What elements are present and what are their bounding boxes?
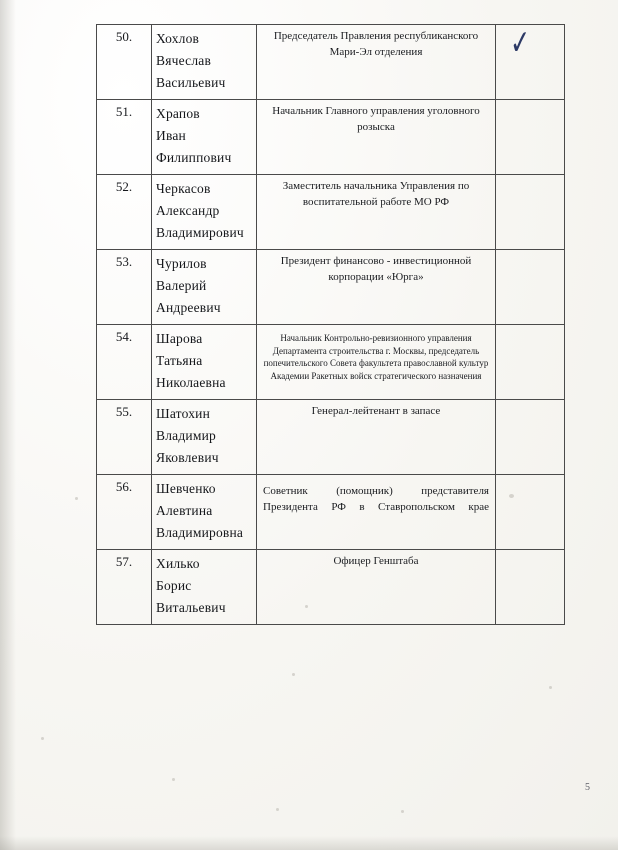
row-name (152, 400, 257, 475)
row-name (152, 25, 257, 100)
name-line: Татьяна (156, 353, 203, 368)
row-position: Начальник Контрольно-ревизионного управления Департамента строительства г. Москвы, председатель попечительского Совета факультета православной культур Академии Ракетных войск стратегического назначения (257, 325, 496, 400)
row-signature (496, 175, 565, 250)
name-line: Владимир (156, 428, 216, 443)
name-line: Шатохин (156, 406, 210, 421)
table-row (97, 325, 565, 400)
row-signature (496, 250, 565, 325)
name-line: Алевтина (156, 503, 213, 518)
table-row (97, 25, 565, 100)
scan-speck (41, 737, 44, 740)
row-number: 56. (97, 475, 152, 550)
table-row (97, 175, 565, 250)
scan-speck (172, 778, 175, 781)
name-line: Валерий (156, 278, 207, 293)
name-line: Храпов (156, 106, 200, 121)
name-line: Хилько (156, 556, 200, 571)
name-line: Владимировна (156, 525, 244, 540)
name-line: Шевченко (156, 481, 216, 496)
name-line: Николаевна (156, 375, 226, 390)
row-number: 57. (97, 550, 152, 625)
row-position: Советник (помощник) представителя Президента РФ в Ставропольском крае (257, 475, 496, 550)
row-signature (496, 100, 565, 175)
page-number: 5 (585, 782, 590, 793)
row-signature (496, 325, 565, 400)
signature-check-icon: ✓ (509, 24, 532, 63)
table-row (97, 400, 565, 475)
scan-speck (75, 497, 78, 500)
row-number: 50. (97, 25, 152, 100)
name-line: Вячеслав (156, 53, 212, 68)
row-name (152, 475, 257, 550)
name-line: Яковлевич (156, 450, 219, 465)
scan-speck (549, 686, 552, 689)
row-number: 52. (97, 175, 152, 250)
table-row (97, 475, 565, 550)
row-number: 54. (97, 325, 152, 400)
table-row (97, 100, 565, 175)
name-line: Витальевич (156, 600, 226, 615)
row-name (152, 325, 257, 400)
row-name (152, 550, 257, 625)
row-position: Офицер Генштаба (257, 550, 496, 625)
table-row (97, 550, 565, 625)
name-line: Васильевич (156, 75, 226, 90)
row-signature (496, 475, 565, 550)
row-number: 51. (97, 100, 152, 175)
row-number: 55. (97, 400, 152, 475)
scan-speck (292, 673, 295, 676)
row-name (152, 100, 257, 175)
name-line: Борис (156, 578, 192, 593)
row-position: Генерал-лейтенант в запасе (257, 400, 496, 475)
table-row (97, 250, 565, 325)
row-number: 53. (97, 250, 152, 325)
scan-edge-shadow-left (0, 0, 16, 850)
name-line: Александр (156, 203, 220, 218)
row-name (152, 250, 257, 325)
row-position: Президент финансово - инвестиционной корпорации «Юрга» (257, 250, 496, 325)
name-line: Шарова (156, 331, 203, 346)
scan-speck (276, 808, 279, 811)
row-position: Заместитель начальника Управления по воспитательной работе МО РФ (257, 175, 496, 250)
row-signature (496, 550, 565, 625)
name-line: Андреевич (156, 300, 221, 315)
name-line: Иван (156, 128, 186, 143)
scan-edge-shadow-bottom (0, 836, 618, 850)
name-line: Черкасов (156, 181, 211, 196)
signatory-table (96, 24, 565, 625)
name-line: Филиппович (156, 150, 232, 165)
row-signature (496, 25, 565, 100)
name-line: Чурилов (156, 256, 207, 271)
name-line: Владимирович (156, 225, 244, 240)
table-body (97, 25, 565, 625)
row-position: Начальник Главного управления уголовного розыска (257, 100, 496, 175)
row-signature (496, 400, 565, 475)
scan-speck (401, 810, 404, 813)
row-name (152, 175, 257, 250)
row-position: Председатель Правления республиканского Мари-Эл отделения (257, 25, 496, 100)
name-line: Хохлов (156, 31, 200, 46)
